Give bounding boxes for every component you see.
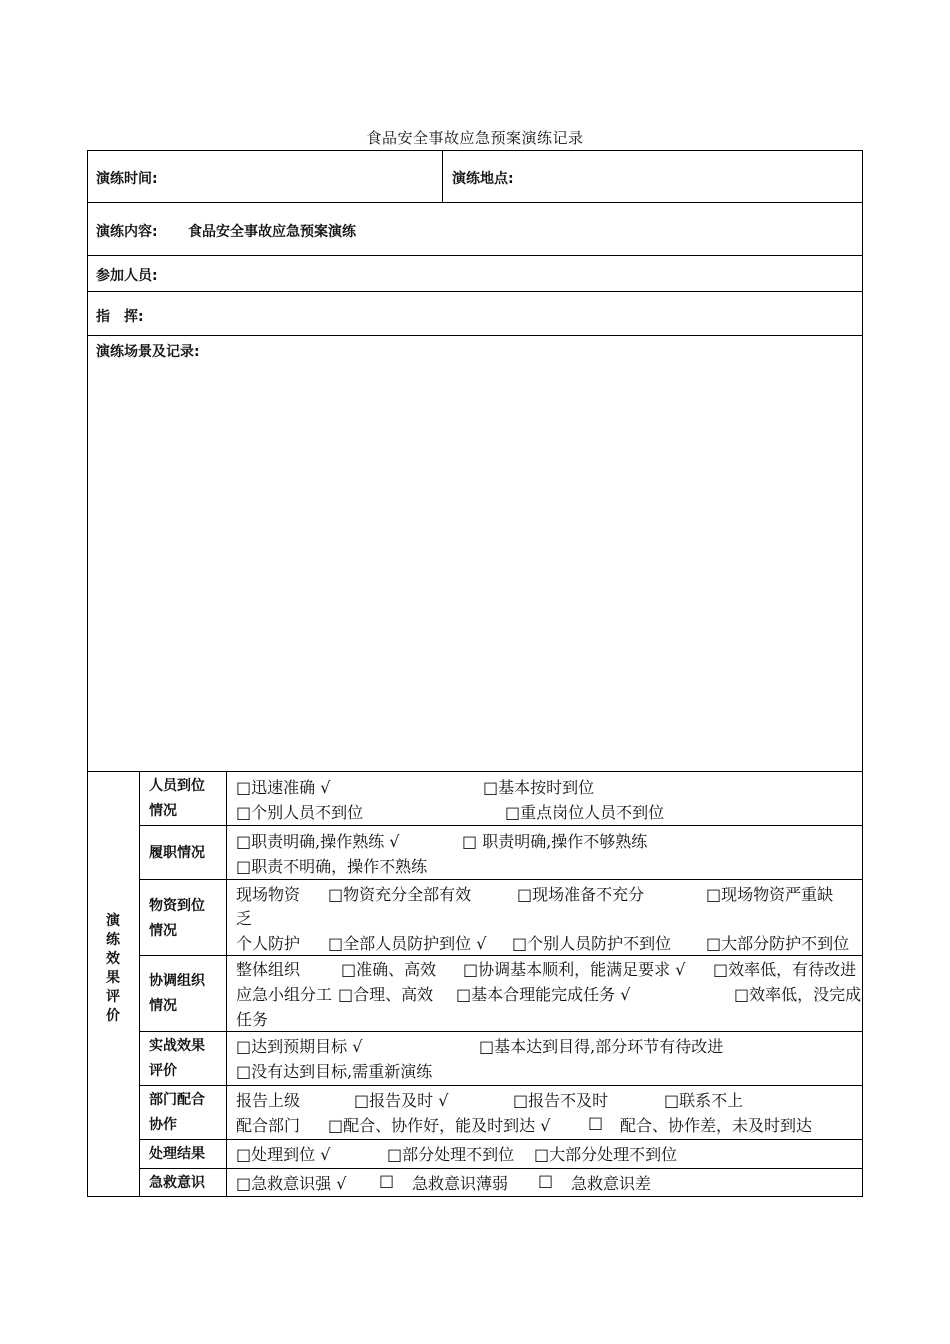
- option: 个人防护: [236, 934, 301, 953]
- option: □ 职责明确,操作不够熟练: [462, 832, 648, 851]
- option: 任务: [236, 1010, 269, 1029]
- option: □报告不及时: [513, 1091, 609, 1110]
- option: □: [379, 1171, 395, 1190]
- drill-place-label: 演练地点:: [452, 171, 514, 187]
- option: □现场准备不充分: [517, 885, 645, 904]
- label-line: 评价: [149, 1063, 177, 1079]
- option: □协调基本顺利，能满足要求 √: [463, 960, 686, 979]
- option: □全部人员防护到位 √: [328, 934, 487, 953]
- option: □职责明确,操作熟练 √: [236, 832, 400, 851]
- option: □没有达到目标,需重新演练: [236, 1062, 433, 1081]
- row-divider: [87, 771, 863, 772]
- row-divider: [87, 291, 863, 292]
- label-line: 物资到位: [149, 898, 205, 914]
- option: □合理、高效: [338, 985, 434, 1004]
- scene-record-label: 演练场景及记录:: [96, 344, 200, 360]
- eval-label-effect: [140, 1034, 224, 1084]
- eval-label-personnel: [140, 774, 224, 824]
- column-divider: [442, 150, 443, 202]
- drill-content-label: 演练内容:: [96, 224, 158, 240]
- option: □大部分处理不到位: [534, 1145, 678, 1164]
- option: □物资充分全部有效: [328, 885, 472, 904]
- drill-time-label: 演练时间:: [96, 171, 158, 187]
- eval-label-char: 效: [106, 951, 120, 967]
- option: □联系不上: [664, 1091, 744, 1110]
- row-divider: [139, 1031, 863, 1032]
- option: □现场物资严重缺: [706, 885, 834, 904]
- option: □个别人员不到位: [236, 803, 364, 822]
- option: □急救意识强 √: [236, 1174, 347, 1193]
- row-divider: [139, 1139, 863, 1140]
- option: □: [538, 1171, 554, 1190]
- label-line: 协调组织: [149, 973, 205, 989]
- option: □报告及时 √: [354, 1091, 449, 1110]
- label-line: 实战效果: [149, 1038, 205, 1054]
- row-divider: [87, 335, 863, 336]
- row-divider: [139, 825, 863, 826]
- row-divider: [139, 1168, 863, 1169]
- option: □重点岗位人员不到位: [505, 803, 665, 822]
- label-line: 情况: [149, 803, 177, 819]
- label-line: 处理结果: [149, 1146, 205, 1162]
- eval-label-char: 评: [106, 989, 120, 1005]
- label-line: 情况: [149, 923, 177, 939]
- row-divider: [139, 879, 863, 880]
- eval-label-result: [140, 1142, 224, 1167]
- document-title: 食品安全事故应急预案演练记录: [366, 129, 584, 147]
- eval-label-duty: [140, 841, 224, 866]
- eval-label-char: 果: [106, 970, 120, 986]
- option: □职责不明确，操作不熟练: [236, 857, 428, 876]
- eval-label-char: 练: [106, 932, 120, 948]
- row-divider: [87, 255, 863, 256]
- option: □达到预期目标 √: [236, 1037, 363, 1056]
- eval-label-materials: [140, 894, 224, 944]
- eval-label-coordination: [140, 969, 224, 1019]
- option: 报告上级: [236, 1091, 301, 1110]
- option: □效率低，没完成: [734, 985, 862, 1004]
- option: □基本达到目得,部分环节有待改进: [479, 1037, 724, 1056]
- label-line: 急救意识: [149, 1175, 205, 1191]
- eval-label-char: 价: [106, 1008, 120, 1024]
- label-line: 人员到位: [149, 778, 205, 794]
- commander-label: 指 挥:: [96, 309, 144, 325]
- option: 急救意识薄弱: [412, 1174, 509, 1193]
- participants-label: 参加人员:: [96, 268, 158, 284]
- label-line: 部门配合: [149, 1092, 205, 1108]
- option: 配合、协作差，未及时到达: [620, 1116, 813, 1135]
- option: 配合部门: [236, 1116, 301, 1135]
- option: □基本合理能完成任务 √: [456, 985, 631, 1004]
- label-line: 协作: [149, 1117, 177, 1133]
- option: 整体组织: [236, 960, 301, 979]
- label-line: 情况: [149, 998, 177, 1014]
- option: □大部分防护不到位: [706, 934, 850, 953]
- option: □准确、高效: [341, 960, 437, 979]
- option: □基本按时到位: [483, 778, 595, 797]
- eval-label-divider: [226, 771, 227, 1197]
- option: 应急小组分工: [236, 985, 333, 1004]
- evaluation-section-label: [87, 912, 139, 1026]
- eval-label-char: 演: [106, 913, 120, 929]
- option: 现场物资: [236, 885, 301, 904]
- option: □个别人员防护不到位: [512, 934, 672, 953]
- option: □迅速准确 √: [236, 778, 331, 797]
- eval-label-first-aid: [140, 1171, 224, 1196]
- option: □配合、协作好，能及时到达 √: [328, 1116, 551, 1135]
- row-divider: [139, 955, 863, 956]
- option: □效率低，有待改进: [713, 960, 857, 979]
- row-divider: [139, 1085, 863, 1086]
- option: 急救意识差: [571, 1174, 652, 1193]
- option: □部分处理不到位: [387, 1145, 515, 1164]
- drill-content-value: 食品安全事故应急预案演练: [188, 224, 356, 240]
- option: □处理到位 √: [236, 1145, 331, 1164]
- eval-label-cooperation: [140, 1088, 224, 1138]
- option: □: [588, 1113, 604, 1132]
- label-line: 履职情况: [149, 845, 205, 861]
- option: 乏: [236, 909, 253, 928]
- row-divider: [87, 202, 863, 203]
